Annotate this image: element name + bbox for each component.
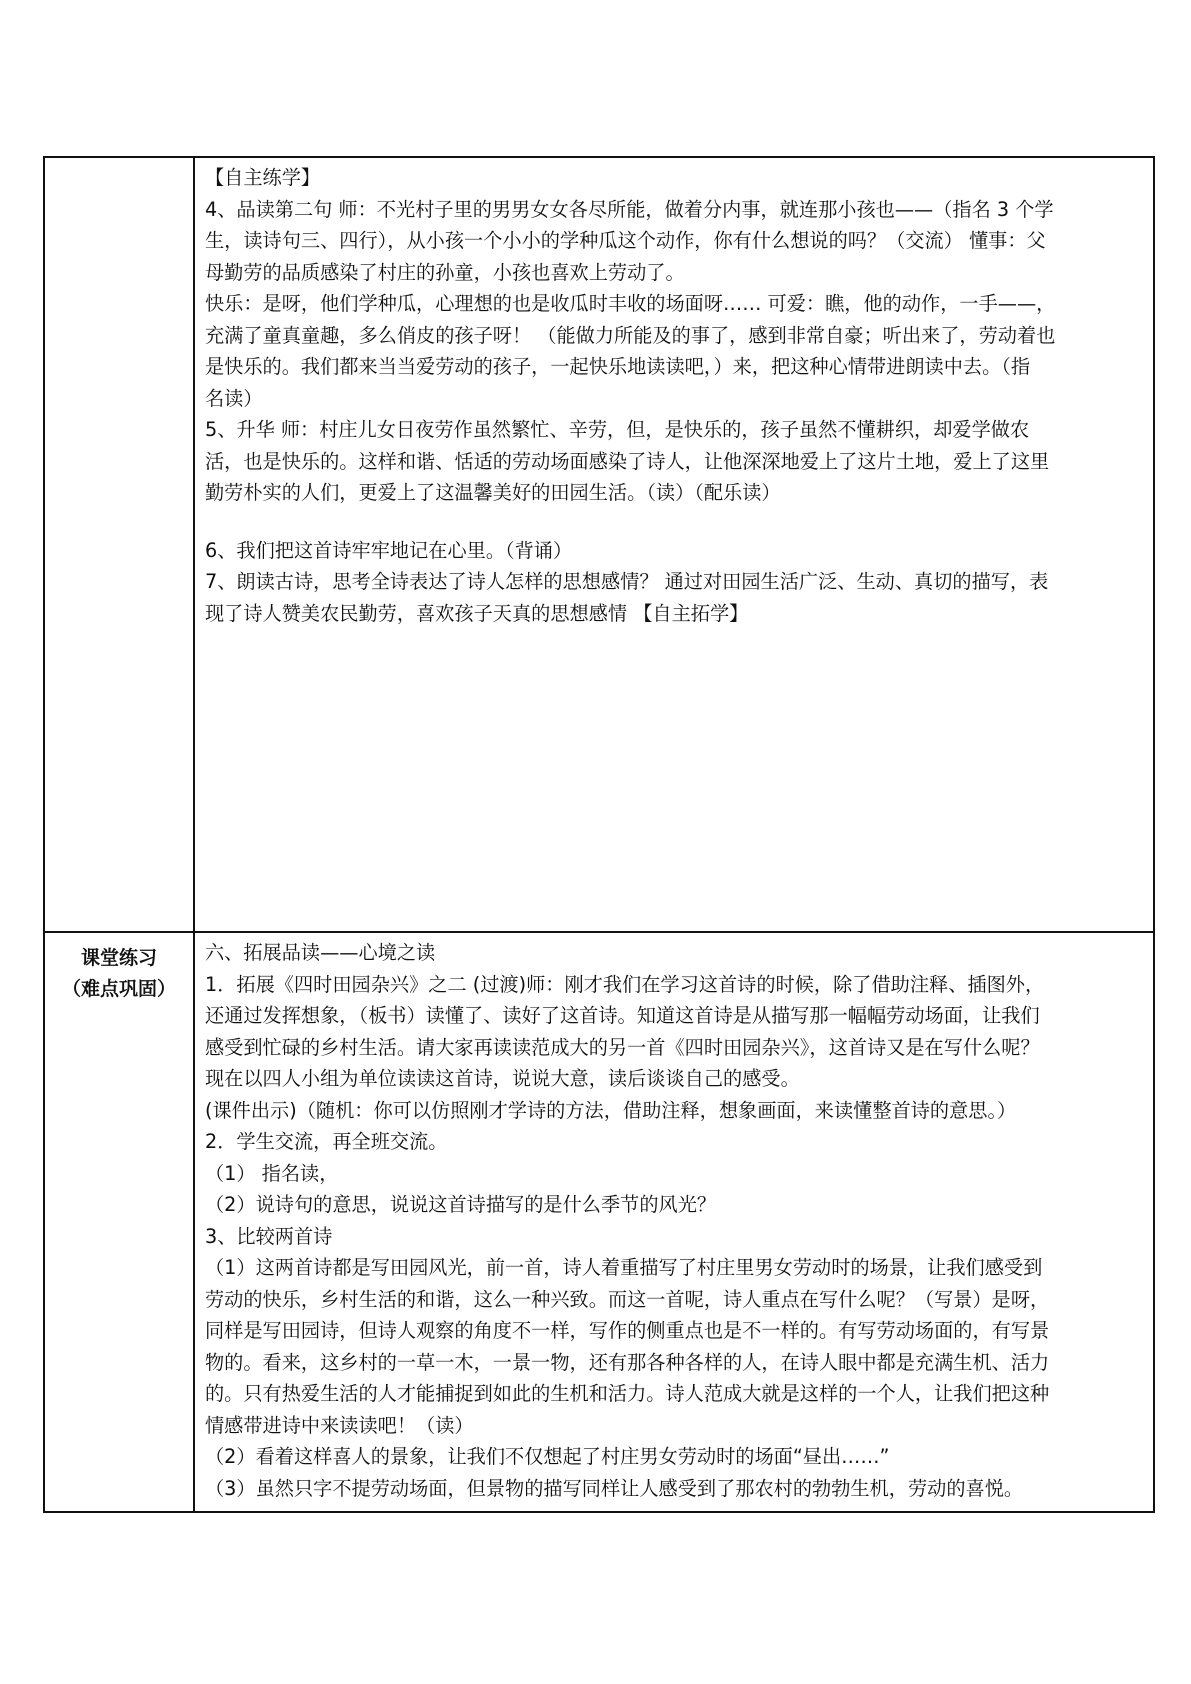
text-line: （2）看着这样喜人的景象，让我们不仅想起了村庄男女劳动时的场面“昼出……” xyxy=(205,1445,890,1468)
text-line: 物的。看来，这乡村的一草一木，一景一物，还有那各种各样的人，在诗人眼中都是充满生机、活力 xyxy=(205,1350,1050,1374)
text-line: 情感带进诗中来读读吧！（读） xyxy=(205,1413,474,1437)
text-line: 同样是写田园诗，但诗人观察的角度不一样，写作的侧重点也是不一样的。有写劳动场面的，有写景 xyxy=(205,1319,1050,1342)
row-label-cell xyxy=(45,158,195,931)
text-line: 名读） xyxy=(205,386,263,410)
text-line: 是快乐的。我们都来当当爱劳动的孩子，一起快乐地读读吧，）来，把这种心情带进朗读中去。（指 xyxy=(205,355,1031,378)
text-line: 劳动的快乐，乡村生活的和谐，这么一种兴致。而这一首呢，诗人重点在写什么呢？（写景）是呀， xyxy=(205,1287,1050,1311)
text-line: 勤劳朴实的人们，更爱上了这温馨美好的田园生活。（读）（配乐读） xyxy=(205,481,781,504)
text-line: 7、朗读古诗，思考全诗表达了诗人怎样的思想感情？ 通过对田园生活广泛、生动、真切的描写，表 xyxy=(205,570,1049,593)
text-line: 六、拓展品读——心境之读 xyxy=(205,941,436,964)
text-line: 4、品读第二句 师：不光村子里的男男女女各尽所能，做着分内事，就连那小孩也——（指名 3 个学 xyxy=(205,197,1054,221)
text-line: （1） 指名读， xyxy=(205,1161,339,1185)
blank-line xyxy=(205,509,1143,535)
text-line: 5、升华 师：村庄儿女日夜劳作虽然繁忙、辛劳，但，是快乐的，孩子虽然不懂耕织，却爱学做农 xyxy=(205,418,1030,441)
text-line: 【自主练学】 xyxy=(205,166,321,189)
text-line: 现了诗人赞美农民勤劳，喜欢孩子天真的思想感情 【自主拓学】 xyxy=(205,601,749,625)
text-line: 活，也是快乐的。这样和谐、恬适的劳动场面感染了诗人，让他深深地爱上了这片土地，爱上了这里 xyxy=(205,449,1050,473)
text-line: （1）这两首诗都是写田园风光，前一首，诗人着重描写了村庄里男女劳动时的场景，让我们感受到 xyxy=(205,1256,1043,1279)
text-line: 3、比较两首诗 xyxy=(205,1224,333,1248)
lesson-plan-table xyxy=(43,156,1155,1513)
text-line: 1．拓展《四时田园杂兴》之二 (过渡)师：刚才我们在学习这首诗的时候，除了借助注释、插图外， xyxy=(205,972,1045,996)
text-line: 2．学生交流，再全班交流。 xyxy=(205,1130,448,1153)
text-line: 母勤劳的品质感染了村庄的孙童，小孩也喜欢上劳动了。 xyxy=(205,260,685,284)
text-line: （3）虽然只字不提劳动场面，但景物的描写同样让人感受到了那农村的勃勃生机，劳动的喜悦。 xyxy=(205,1476,1024,1500)
row-label-cell xyxy=(45,933,195,1511)
text-line: 6、我们把这首诗牢牢地记在心里。（背诵） xyxy=(205,538,573,562)
text-line: 的。只有热爱生活的人才能捕捉到如此的生机和活力。诗人范成大就是这样的一个人，让我们把这种 xyxy=(205,1382,1050,1405)
row-content-cell xyxy=(195,158,1153,931)
row-label-title: 课堂练习 xyxy=(80,947,157,969)
row-content-cell xyxy=(195,933,1153,1511)
text-line: 还通过发挥想象，（板书）读懂了、读好了这首诗。知道这首诗是从描写那一幅幅劳动场面，让我们 xyxy=(205,1004,1040,1027)
text-line: （2）说诗句的意思，说说这首诗描写的是什么季节的风光？ xyxy=(205,1193,717,1216)
text-line: 快乐：是呀，他们学种瓜，心理想的也是收瓜时丰收的场面呀…… 可爱：瞧，他的动作，一手——， xyxy=(205,292,1056,315)
text-line: 生，读诗句三、四行），从小孩一个小小的学种瓜这个动作，你有什么想说的吗？（交流） 懂事：父 xyxy=(205,229,1046,252)
table-row xyxy=(45,933,1153,1511)
text-line: 现在以四人小组为单位读读这首诗，说说大意，读后谈谈自己的感受。 xyxy=(205,1067,800,1090)
text-line: 感受到忙碌的乡村生活。请大家再读读范成大的另一首《四时田园杂兴》，这首诗又是在写什么呢？ xyxy=(205,1035,1040,1059)
text-line: (课件出示)（随机：你可以仿照刚才学诗的方法，借助注释，想象画面，来读懂整首诗的意思。） xyxy=(205,1098,1017,1122)
row-label-subtitle: （难点巩固） xyxy=(61,978,176,1000)
text-line: 充满了童真童趣，多么俏皮的孩子呀！ （能做力所能及的事了，感到非常自豪；听出来了，劳动着也 xyxy=(205,323,1056,347)
table-row xyxy=(45,158,1153,933)
